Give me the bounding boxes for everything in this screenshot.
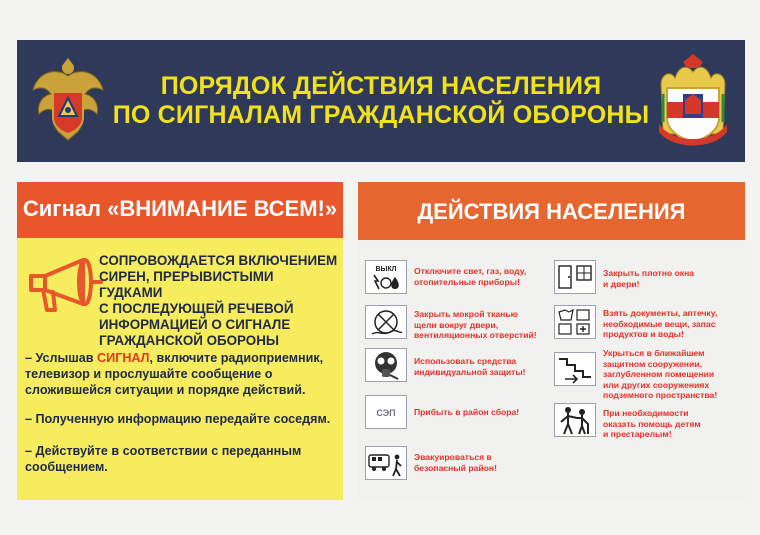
action-text-evacuate — [414, 452, 497, 473]
sep-sign-icon — [365, 395, 407, 429]
action-text-take-documents — [603, 308, 717, 340]
action-text-help — [603, 408, 701, 440]
gas-mask-icon — [365, 348, 407, 382]
action-line: При необходимости — [603, 408, 689, 418]
title-line-2: ПО СИГНАЛАМ ГРАЖДАНСКОЙ ОБОРОНЫ — [112, 101, 650, 129]
action-text-ppe — [414, 356, 526, 377]
action-text-close-windows — [603, 268, 694, 289]
stairs-down-icon — [554, 352, 596, 386]
instruction-neighbors: – Полученную информацию передайте соседям. — [25, 412, 331, 426]
off-label: ВЫКЛ — [375, 266, 397, 273]
emercom-emblem-icon — [29, 56, 107, 146]
signal-panel — [17, 182, 343, 500]
instruction-highlight: СИГНАЛ — [97, 351, 150, 365]
intro-line: ИНФОРМАЦИЕЙ О СИГНАЛЕ — [99, 317, 291, 332]
action-line: Закрыть мокрой тканью — [414, 309, 518, 319]
documents-kit-icon — [554, 305, 596, 339]
action-line: Использовать средства — [414, 356, 517, 366]
action-line: Прибыть в район сбора! — [414, 407, 520, 417]
action-line: продуктов и воды! — [603, 329, 684, 339]
action-line: Закрыть плотно окна — [603, 268, 695, 278]
action-line: защитном сооружении, — [603, 358, 702, 369]
window-door-icon — [554, 260, 596, 294]
action-line: Укрыться в ближайшем — [603, 348, 705, 358]
intro-line: С ПОСЛЕДУЮЩЕЙ РЕЧЕВОЙ — [99, 301, 294, 316]
megaphone-icon — [25, 254, 105, 316]
action-line: оказать помощь детям — [603, 418, 701, 429]
action-line: или других сооружениях — [603, 379, 710, 390]
intro-line: СИРЕН, ПРЕРЫВИСТЫМИ ГУДКАМИ — [99, 269, 274, 300]
actions-header — [358, 182, 745, 240]
action-line: безопасный район! — [414, 462, 497, 473]
action-line: и двери! — [603, 278, 640, 289]
action-line: Отключите свет, газ, воду, — [414, 266, 527, 276]
action-text-vent — [414, 309, 537, 341]
page-title — [107, 72, 655, 130]
instruction-prefix: – Услышав — [25, 351, 98, 365]
instruction-act: – Действуйте в соответствии с переданным сообщением. — [25, 444, 302, 474]
evacuation-bus-icon — [365, 446, 407, 480]
action-line: необходимые вещи, запас — [603, 318, 716, 329]
action-line: вентиляционных отверстий! — [414, 330, 537, 340]
title-line-1: ПОРЯДОК ДЕЙСТВИЯ НАСЕЛЕНИЯ — [160, 72, 602, 100]
actions-title: ДЕЙСТВИЯ НАСЕЛЕНИЯ — [417, 199, 686, 224]
signal-description — [99, 253, 339, 349]
signal-header — [17, 182, 343, 238]
action-line: Взять документы, аптечку, — [603, 308, 718, 318]
instruction-rest: , включите радиоприемник, телевизор и прослушайте сообщение о сложившейся ситуации и порядке действий. — [25, 351, 324, 397]
intro-line: ГРАЖДАНСКОЙ ОБОРОНЫ — [99, 333, 280, 348]
region-coat-of-arms-icon — [653, 54, 733, 150]
action-line: заглубленном помещении — [603, 369, 715, 379]
sep-label: СЭП — [376, 408, 396, 418]
action-line: щели вокруг двери, — [414, 319, 499, 330]
help-people-icon — [554, 403, 596, 437]
action-line: и престарелым! — [603, 429, 672, 439]
action-text-shelter — [603, 348, 717, 401]
action-line: Эвакуироваться в — [414, 452, 492, 462]
action-text-assembly — [414, 407, 519, 418]
power-off-icon — [365, 260, 407, 294]
action-line: подземного пространства! — [603, 390, 718, 400]
vent-cloth-icon — [365, 305, 407, 339]
header-banner — [17, 40, 745, 162]
intro-line: СОПРОВОЖДАЕТСЯ ВКЛЮЧЕНИЕМ — [99, 253, 338, 268]
signal-title: Сигнал «ВНИМАНИЕ ВСЕМ!» — [22, 196, 338, 221]
action-line: отопительные приборы! — [414, 276, 521, 287]
actions-panel — [358, 182, 745, 500]
instruction-listen — [25, 350, 343, 398]
action-text-power-off — [414, 266, 526, 287]
action-line: индивидуальной защиты! — [414, 366, 526, 377]
